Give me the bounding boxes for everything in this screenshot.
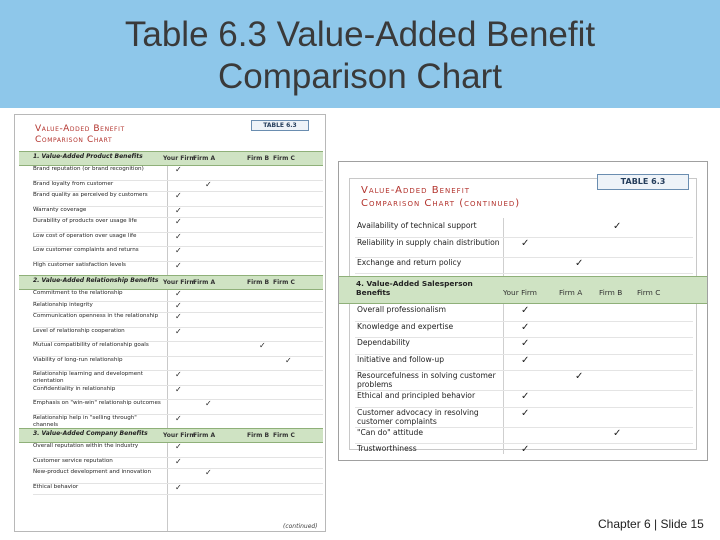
row-label: Customer advocacy in resolving customer complaints (357, 407, 479, 426)
row-label: Confidentiality in relationship (33, 385, 116, 392)
table-row (33, 312, 323, 328)
slide-title-line-1: Table 6.3 Value-Added Benefit (124, 15, 596, 54)
table-left-scan (14, 114, 326, 532)
column-header: Firm B (247, 279, 270, 286)
check-mark-icon: ✓ (575, 371, 584, 382)
table-right-heading-line-1: Value-Added Benefit (361, 185, 471, 196)
table-row (355, 443, 693, 461)
row-label: Communication openness in the relationship (33, 313, 159, 319)
row-label: High customer satisfaction levels (33, 261, 126, 268)
row-label: Emphasis on "win-win" relationship outcomes (33, 400, 161, 406)
table-row (33, 356, 323, 372)
row-label: Availability of technical support (357, 221, 477, 230)
table-row (355, 257, 693, 275)
title-band (0, 0, 720, 108)
check-mark-icon: ✓ (175, 191, 182, 200)
row-label: New-product development and innovation (33, 469, 152, 475)
row-label: Relationship help in "selling through" channels (33, 414, 137, 428)
check-mark-icon: ✓ (613, 221, 622, 232)
table-row (355, 370, 693, 391)
table-row (33, 468, 323, 484)
row-label: "Can do" attitude (357, 427, 424, 437)
table-right-heading-line-2: Comparison Chart (continued) (361, 198, 521, 209)
column-header: Firm B (599, 288, 623, 297)
row-label: Ethical and principled behavior (357, 391, 476, 400)
row-label: Dependability (357, 338, 410, 347)
row-label: Low cost of operation over usage life (33, 232, 137, 239)
table-row (33, 414, 323, 430)
row-label: Level of relationship cooperation (33, 327, 125, 334)
row-label: Relationship learning and development orientation (33, 371, 143, 384)
row-label: Durability of products over usage life (33, 218, 137, 224)
table-row (33, 327, 323, 343)
check-mark-icon: ✓ (175, 217, 182, 226)
table-row (355, 354, 693, 372)
check-mark-icon: ✓ (175, 289, 182, 298)
table-row (33, 217, 323, 233)
table-row (33, 442, 323, 458)
column-header: Firm A (193, 155, 216, 162)
row-label: Initiative and follow-up (357, 354, 445, 364)
row-label: Customer service reputation (33, 457, 113, 464)
check-mark-icon: ✓ (205, 468, 212, 477)
check-mark-icon: ✓ (175, 442, 182, 451)
check-mark-icon: ✓ (521, 321, 530, 333)
section-band (339, 276, 707, 304)
row-label: Trustworthiness (357, 444, 417, 453)
check-mark-icon: ✓ (175, 384, 182, 394)
row-label: Ethical behavior (33, 483, 79, 490)
column-header: Firm C (637, 288, 661, 297)
continued-note: (continued) (283, 523, 318, 530)
check-mark-icon: ✓ (175, 300, 182, 310)
row-label: Brand loyalty from customer (33, 180, 114, 187)
check-mark-icon: ✓ (175, 326, 182, 336)
slide-title (40, 14, 680, 98)
check-mark-icon: ✓ (285, 355, 292, 365)
check-mark-icon: ✓ (521, 354, 530, 366)
check-mark-icon: ✓ (175, 246, 182, 255)
table-row (33, 483, 323, 496)
table-row (355, 390, 693, 408)
table-row (33, 341, 323, 357)
section-label: 3. Value-Added Company Benefits (33, 430, 148, 437)
row-label: Commitment to the relationship (33, 290, 123, 296)
check-mark-icon: ✓ (613, 427, 622, 439)
check-mark-icon: ✓ (175, 260, 182, 270)
table-row (33, 165, 323, 181)
table-right-heading (361, 184, 520, 210)
column-header: Firm B (247, 432, 270, 439)
check-mark-icon: ✓ (205, 179, 212, 189)
row-label: Overall professionalism (357, 305, 447, 314)
table-row (355, 407, 693, 428)
row-label: Relationship integrity (33, 301, 93, 308)
row-label: Exchange and return policy (357, 257, 462, 267)
table-row (355, 337, 693, 355)
slide-title-line-2: Comparison Chart (218, 57, 502, 96)
table-row (355, 321, 693, 339)
row-label: Overall reputation within the industry (33, 443, 139, 449)
table-right-scan (338, 161, 708, 461)
table-row (33, 191, 323, 207)
table-left-heading-line-1: Value-Added Benefit (35, 124, 125, 134)
row-label: Brand reputation (or brand recognition) (33, 166, 144, 172)
check-mark-icon: ✓ (175, 231, 182, 241)
check-mark-icon: ✓ (521, 407, 530, 419)
check-mark-icon: ✓ (175, 205, 182, 215)
check-mark-icon: ✓ (521, 391, 530, 402)
row-label: Viability of long-run relationship (33, 356, 123, 363)
check-mark-icon: ✓ (175, 370, 182, 379)
table-row (33, 370, 323, 386)
section-label-line-2: Benefits (356, 288, 391, 297)
column-header: Your Firm (163, 155, 196, 162)
table-left-heading-line-2: Comparison Chart (35, 135, 113, 145)
row-label: Brand quality as perceived by customers (33, 192, 148, 198)
row-label: Warranty coverage (33, 206, 87, 213)
column-header: Your Firm (503, 288, 537, 297)
column-header: Firm A (559, 288, 583, 297)
check-mark-icon: ✓ (575, 257, 584, 269)
check-mark-icon: ✓ (175, 413, 182, 423)
check-mark-icon: ✓ (521, 237, 530, 249)
section-label (356, 279, 516, 297)
row-label: Knowledge and expertise (357, 321, 454, 331)
section-band (19, 428, 323, 443)
section-label: 1. Value-Added Product Benefits (33, 153, 143, 160)
column-header: Firm C (273, 155, 295, 162)
table-row (355, 427, 693, 445)
table-row (33, 232, 323, 248)
column-header: Firm B (247, 155, 270, 162)
row-label: Low customer complaints and returns (33, 247, 139, 253)
table-right-tag: TABLE 6.3 (597, 174, 689, 190)
check-mark-icon: ✓ (521, 338, 530, 349)
column-header: Firm A (193, 432, 216, 439)
check-mark-icon: ✓ (175, 456, 182, 466)
column-header: Your Firm (163, 432, 196, 439)
section-band (19, 151, 323, 166)
table-row (33, 385, 323, 401)
check-mark-icon: ✓ (205, 399, 212, 408)
row-label: Reliability in supply chain distribution (357, 237, 500, 247)
column-header: Firm C (273, 279, 295, 286)
table-row (33, 399, 323, 415)
row-label: Resourcefulness in solving customer problems (357, 371, 496, 389)
slide-footer: Chapter 6 | Slide 15 (598, 517, 704, 531)
table-row (355, 304, 693, 322)
check-mark-icon: ✓ (259, 341, 266, 350)
check-mark-icon: ✓ (175, 312, 182, 321)
table-row (355, 220, 693, 238)
section-label-line-1: 4. Value-Added Salesperson (356, 279, 473, 288)
section-band (19, 275, 323, 290)
table-row (355, 237, 693, 258)
column-header: Firm A (193, 279, 216, 286)
table-left-tag: TABLE 6.3 (251, 120, 309, 131)
column-header: Your Firm (163, 279, 196, 286)
check-mark-icon: ✓ (521, 444, 530, 455)
table-left-heading (35, 124, 125, 146)
check-mark-icon: ✓ (521, 305, 530, 316)
table-row (33, 246, 323, 262)
column-header: Firm C (273, 432, 295, 439)
row-label: Mutual compatibility of relationship goals (33, 342, 149, 348)
table-row (33, 261, 323, 277)
section-label: 2. Value-Added Relationship Benefits (33, 277, 159, 284)
check-mark-icon: ✓ (175, 165, 182, 174)
check-mark-icon: ✓ (175, 482, 182, 492)
